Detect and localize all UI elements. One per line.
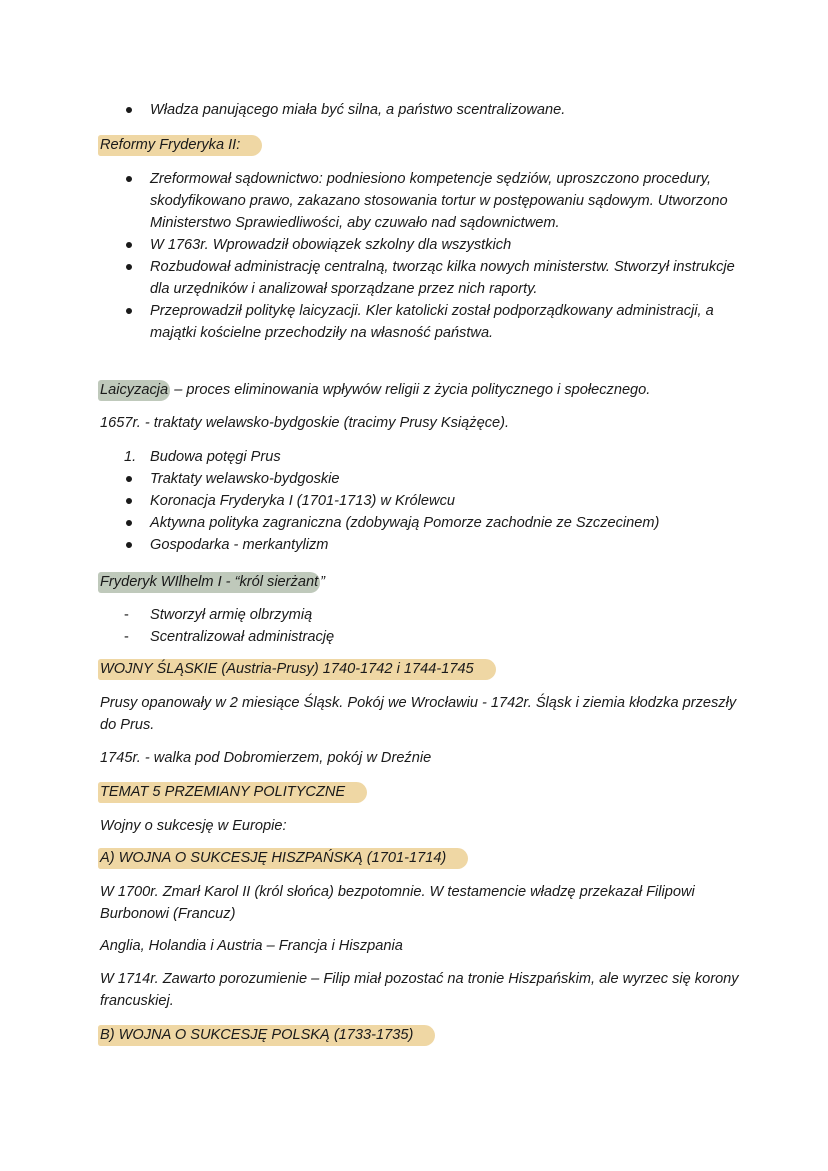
king-soldier-quote: ” [320,574,325,590]
list-item: Koronacja Fryderyka I (1701-1713) w Królewcu [100,490,740,512]
silesian-heading-row [100,658,740,680]
reforms-heading-row [100,134,740,156]
list-item [100,446,740,468]
list-item-text: Scentralizował administrację [150,629,335,645]
list-item-text: Stworzył armię olbrzymią [150,607,313,623]
silesian-heading: WOJNY ŚLĄSKIE (Austria-Prusy) 1740-1742 i 1744-1745 [98,659,496,680]
king-soldier-list [100,604,740,648]
list-item [100,604,740,626]
spanish-paragraph-2: Anglia, Holandia i Austria – Francja i Hiszpania [100,938,403,954]
spanish-heading-row [100,847,740,869]
laicization-term: Laicyzacja [98,380,170,401]
topic5-subtitle: Wojny o sukcesję w Europie: [100,818,287,834]
list-item: Zreformował sądownictwo: podniesiono kompetencje sędziów, uproszczono procedury, skodyfikowano prawo, zakazano stosowania tortur w postępowaniu sądowym. Utworzono Ministerstwo Sprawiedliwości, aby czuwało nad sądownictwem. [100,168,740,234]
king-soldier-heading: Fryderyk WIlhelm I - “król sierżant [98,572,320,593]
dash-marker: - [124,607,129,623]
list-item: Przeprowadził politykę laicyzacji. Kler katolicki został podporządkowany administracji, a majątki kościelne przechodziły na własność państwa. [100,300,740,344]
topic5-heading-row [100,781,740,803]
list-item: Rozbudował administrację centralną, tworząc kilka nowych ministerstw. Stworzył instrukcje dla urzędników i analizował sporządzane przez nich raporty. [100,256,740,300]
spanish-paragraph-3: W 1714r. Zawarto porozumienie – Filip miał pozostać na tronie Hiszpańskim, ale wyrzec się korony francuskiej. [100,971,739,1009]
prussia-numbered-list [100,446,740,468]
silesian-paragraph-1: Prusy opanowały w 2 miesiące Śląsk. Pokój we Wrocławiu - 1742r. Śląsk i ziemia kłodzka przeszły do Prus. [100,695,737,733]
list-item-text: Budowa potęgi Prus [150,449,281,465]
list-number: 1. [124,449,137,465]
laicization-text: – proces eliminowania wpływów religii z życia politycznego i społecznego. [174,382,651,398]
list-item: Traktaty welawsko-bydgoskie [100,468,740,490]
topic5-heading: TEMAT 5 PRZEMIANY POLITYCZNE [98,782,367,803]
intro-list [100,99,740,121]
list-item: Aktywna polityka zagraniczna (zdobywają Pomorze zachodnie ze Szczecinem) [100,512,740,534]
spanish-heading: A) WOJNA O SUKCESJĘ HISZPAŃSKĄ (1701-1714) [98,848,468,869]
silesian-paragraph-2: 1745r. - walka pod Dobromierzem, pokój w Dreźnie [100,750,432,766]
polish-heading: B) WOJNA O SUKCESJĘ POLSKĄ (1733-1735) [98,1025,435,1046]
list-item [100,626,740,648]
polish-heading-row [100,1024,740,1046]
list-item: Gospodarka - merkantylizm [100,534,740,556]
laicization-definition [100,379,740,401]
treaties-line: 1657r. - traktaty welawsko-bydgoskie (tracimy Prusy Książęce). [100,415,510,431]
king-soldier-heading-row [100,571,740,593]
spanish-paragraph-1: W 1700r. Zmarł Karol II (król słońca) bezpotomnie. W testamencie władzę przekazał Filipowi Burbonowi (Francuz) [100,884,695,922]
reforms-heading: Reformy Fryderyka II: [98,135,262,156]
list-item: W 1763r. Wprowadził obowiązek szkolny dla wszystkich [100,234,740,256]
prussia-list [100,468,740,556]
list-item: Władza panującego miała być silna, a państwo scentralizowane. [100,99,740,121]
reforms-list [100,168,740,344]
dash-marker: - [124,629,129,645]
